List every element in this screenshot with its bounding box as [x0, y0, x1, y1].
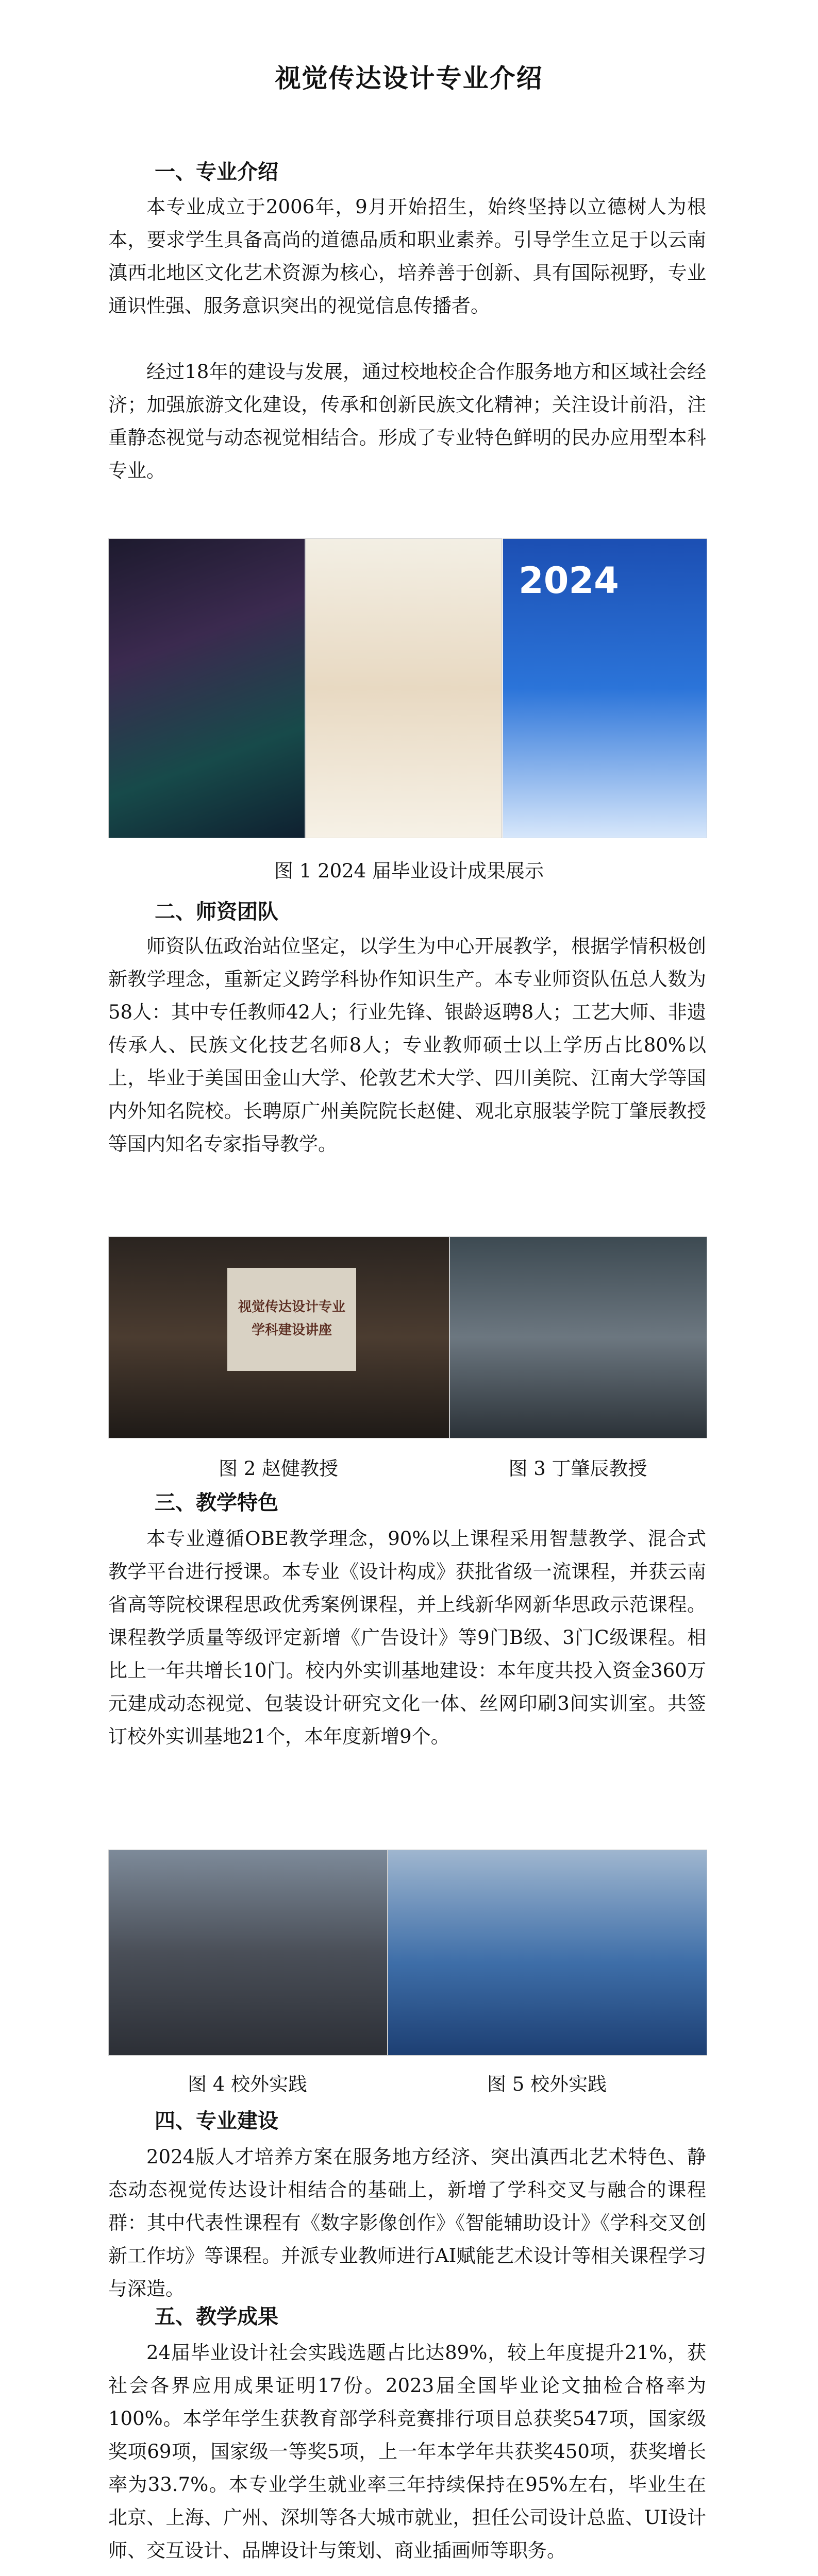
- figure-3-caption: 图 3 丁肇辰教授: [508, 1458, 647, 1480]
- paragraph-construction: 2024版人才培养方案在服务地方经济、突出滇西北艺术特色、静态动态视觉传达设计相结合的基础上，新增了学科交叉与融合的课程群：其中代表性课程有《数字影像创作》《智能辅助设计》《学科交叉创新工作坊》等课程。并派专业教师进行AI赋能艺术设计等相关课程学习与深造。: [108, 2146, 706, 2300]
- figure-4-caption: 图 4 校外实践: [187, 2073, 308, 2095]
- paragraph-results: 24届毕业设计社会实践选题占比达89%，较上年度提升21%，获社会各界应用成果证明17份。2023届全国毕业论文抽检合格率为100%。本学年学生获教育部学科竞赛排行项目总获奖547项，国家级奖项69项，国家级一等奖5项，上一年本学年共获奖450项，获奖增长率为33.7%。本专业学生就业率三年持续保持在95%左右，毕业生在北京、上海、广州、深圳等各大城市就业，担任公司设计总监、UI设计师、交互设计、品牌设计与策划、商业插画师等职务。: [108, 2342, 706, 2562]
- paragraph-faculty: 师资队伍政治站位坚定，以学生为中心开展教学，根据学情积极创新教学理念，重新定义跨学科协作知识生产。本专业师资队伍总人数为58人：其中专任教师42人；行业先锋、银龄返聘8人；工艺大师、非遗传承人、民族文化技艺名师8人；专业教师硕士以上学历占比80%以上，毕业于美国田金山大学、伦敦艺术大学、四川美院、江南大学等国内外知名院校。长聘原广州美院院长赵健、观北京服装学院丁肇辰教授等国内知名专家指导教学。: [108, 935, 706, 1155]
- off-campus-practice-photo-2: [388, 1850, 707, 2056]
- lecture-photo-zhao: [108, 1236, 449, 1438]
- section-heading-faculty: 二、师资团队: [155, 900, 278, 924]
- section-heading-construction: 四、专业建设: [155, 2109, 278, 2133]
- projector-screen: [227, 1268, 356, 1371]
- figure-5-caption: 图 5 校外实践: [487, 2073, 607, 2095]
- paragraph-teaching: 本专业遵循OBE教学理念，90%以上课程采用智慧教学、混合式教学平台进行授课。本专业《设计构成》获批省级一流课程，并获云南省高等院校课程思政优秀案例课程，并上线新华网新华思政示范课程。课程教学质量等级评定新增《广告设计》等9门B级、3门C级课程。相比上一年共增长10门。校内外实训基地建设：本年度共投入资金360万元建成动态视觉、包装设计研究文化一体、丝网印刷3间实训室。共签订校外实训基地21个，本年度新增9个。: [108, 1528, 706, 1748]
- figure-2-caption: 图 2 赵健教授: [218, 1458, 339, 1480]
- lecture-title-line-1: 视觉传达设计专业: [238, 1299, 345, 1315]
- off-campus-practice-photo-1: [108, 1850, 388, 2056]
- section-heading-results: 五、教学成果: [155, 2304, 278, 2329]
- section-heading-teaching: 三、教学特色: [155, 1490, 278, 1515]
- graduation-poster-photo-2: [305, 538, 502, 838]
- section-heading-intro: 一、专业介绍: [155, 160, 278, 184]
- graduation-poster-photo-3: [503, 538, 707, 838]
- paragraph-intro-2: 经过18年的建设与发展，通过校地校企合作服务地方和区域社会经济；加强旅游文化建设，传承和创新民族文化精神；关注设计前沿，注重静态视觉与动态视觉相结合。形成了专业特色鲜明的民办应用型本科专业。: [108, 361, 706, 482]
- graduation-poster-photo-1: [108, 538, 305, 838]
- page-title: 视觉传达设计专业介绍: [275, 63, 543, 93]
- lecture-title-line-2: 学科建设讲座: [251, 1323, 332, 1338]
- figure-1-caption: 图 1 2024 届毕业设计成果展示: [274, 860, 544, 882]
- lecture-photo-ding: [449, 1236, 707, 1438]
- poster-year-text: 2024: [519, 560, 619, 602]
- paragraph-intro-1: 本专业成立于2006年，9月开始招生，始终坚持以立德树人为根本，要求学生具备高尚的道德品质和职业素养。引导学生立足于以云南滇西北地区文化艺术资源为核心，培养善于创新、具有国际视野，专业通识性强、服务意识突出的视觉信息传播者。: [108, 196, 706, 317]
